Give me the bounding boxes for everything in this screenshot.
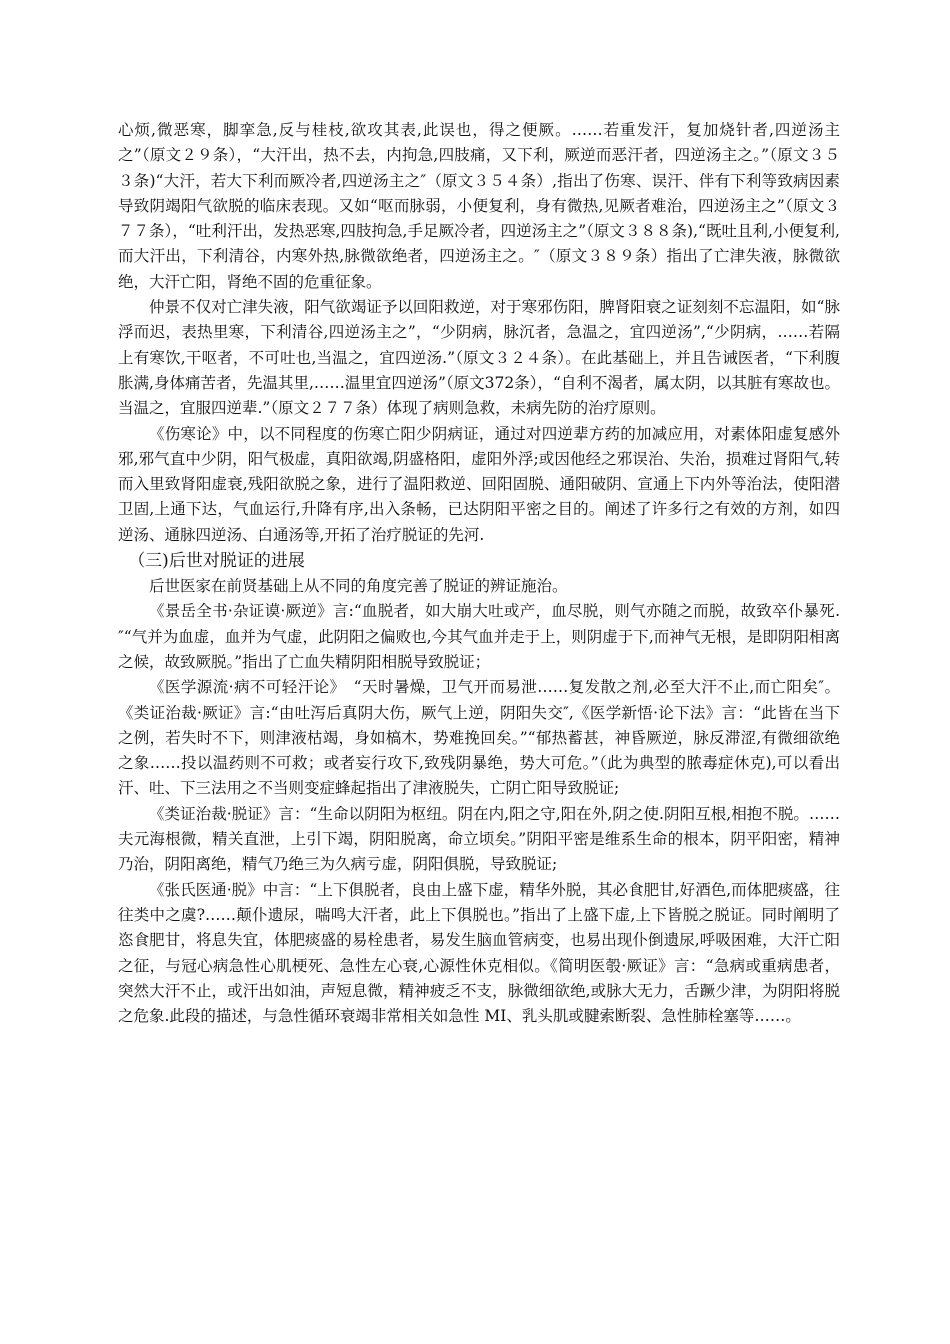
section-heading: （三)后世对脱证的进展: [128, 551, 305, 572]
paragraph-4: 后世医家在前贤基础上从不同的角度完善了脱证的辨证施治。: [149, 577, 568, 596]
paragraph-8: 《张氏医通·脱》中言：“上下俱脱者，良由上盛下虚，精华外脱，其必食肥甘,好酒色,而体肥痰盛，往往类中之虞?……颠仆遗尿，喘鸣大汗者，此上下俱脱也。”指出了上盛下虚,上下皆脱之脱证。同时阐明了恣食肥甘，将息失宜，体肥痰盛的易栓患者，易发生脑血管病变，也易出现仆倒遗尿,呼吸困难，大汗亡阳之征，与冠心病急性心肌梗死、急性左心衰,心源性休克相似。《简明医彀·厥证》言：“急病或重病患者，突然大汗不止，或汗出如油，声短息微，精神疲乏不支，脉微细欲绝,或脉大无力，舌蹶少津，为阴阳将脱之危象.此段的描述，与急性循环衰竭非常相关如急性 MI、乳头肌或腱索断裂、急性肺栓塞等……。: [118, 880, 840, 1026]
paragraph-6: 《医学源流·病不可轻汗论》 “天时暑燥，卫气开而易泄……复发散之剂,必至大汗不止,而亡阳矣″。《类证治裁·厥证》言:“由吐泻后真阴大伤，厥气上逆，阴阳失交″,《医学新悟·论下法》言：“此皆在当下之例，若失时不下，则津液枯竭，身如槁木，势难挽回矣。”“郁热蓄甚，神昏厥逆，脉反滞涩,有微细欲绝之象……投以温药则不可救；或者妄行攻下,致残阴暴绝，势大可危。”（此为典型的脓毒症休克),可以看出汗、吐、下三法用之不当则变症蜂起指出了津液脱失，亡阴亡阳导致脱证;: [118, 678, 840, 798]
paragraph-7: 《类证治裁·脱证》言：“生命以阴阳为枢纽。阴在内,阳之守,阳在外,阴之使.阴阳互根,相抱不脱。……夫元海根微，精关直泄，上引下竭，阴阳脱离，命立顷矣。”阴阳平密是维系生命的根本，阴平阳密，精神乃治，阴阳离绝，精气乃绝三为久病亏虚，阴阳俱脱，导致脱证;: [118, 804, 840, 874]
paragraph-2: 仲景不仅对亡津失液，阳气欲竭证予以回阳救逆，对于寒邪伤阳，脾肾阳衰之证刻刻不忘温阳，如“脉浮而迟，表热里寒，下利清谷,四逆汤主之”，“少阴病，脉沉者，急温之，宜四逆汤”,“少阴病，……若隔上有寒饮,干呕者，不可吐也,当温之，宜四逆汤.”（原文３２４条）。在此基础上，并且告诫医者，“下利腹胀满,身体痛苦者，先温其里,……温里宜四逆汤”（原文372条），“自利不渴者，属太阴，以其脏有寒故也。当温之，宜服四逆辈.”（原文２７７条）体现了病则急救，未病先防的治疗原则。: [118, 298, 840, 418]
paragraph-3: 《伤寒论》中，以不同程度的伤寒亡阳少阴病证，通过对四逆辈方药的加减应用，对素体阳虚复感外邪,邪气直中少阴，阳气极虚，真阳欲竭,阴盛格阳，虚阳外浮;或因他经之邪误治、失治，损难过肾阳气,转而入里致肾阳虚衰,残阳欲脱之象，进行了温阳救逆、回阳固脱、通阳破阴、宣通上下内外等治法，使阳潜卫固,上通下达，气血运行,升降有序,出入条畅，已达阴阳平密之目的。阐述了许多行之有效的方剂，如四逆汤、通脉四逆汤、白通汤等,开拓了治疗脱证的先河.: [118, 424, 840, 544]
paragraph-5: 《景岳全书·杂证谟·厥逆》言:“血脱者，如大崩大吐或产，血尽脱，则气亦随之而脱，故致卒仆暴死.″“气并为血虚，血并为气虚，此阴阳之偏败也,今其气血并走于上，则阴虚于下,而神气无根，是即阴阳相离之候，故致厥脱。”指出了亡血失精阴阳相脱导致脱证；: [118, 602, 840, 671]
paragraph-1: 心烦,微恶寒，脚挛急,反与桂枝,欲攻其表,此误也，得之便厥。……若重发汗，复加烧针者,四逆汤主之”（原文２９条），“大汗出，热不去，内拘急,四肢痛，又下利，厥逆而恶汗者，四逆汤主之。”（原文３５３条)“大汗，若大下利而厥冷者,四逆汤主之″（原文３５４条）,指出了伤寒、误汗、伴有下利等致病因素导致阴竭阳气欲脱的临床表现。又如“呕而脉弱，小便复利，身有微热,见厥者难治，四逆汤主之”（原文３７７条），“吐利汗出，发热恶寒,四肢拘急,手足厥冷者，四逆汤主之”（原文３８８条),“既吐且利,小便复利,而大汗出，下利清谷，内寒外热,脉微欲绝者，四逆汤主之。″（原文３８９条）指出了亡津失液，脉微欲绝，大汗亡阳，肾绝不固的危重征象。: [118, 121, 840, 291]
document-body: [118, 118, 840, 1029]
